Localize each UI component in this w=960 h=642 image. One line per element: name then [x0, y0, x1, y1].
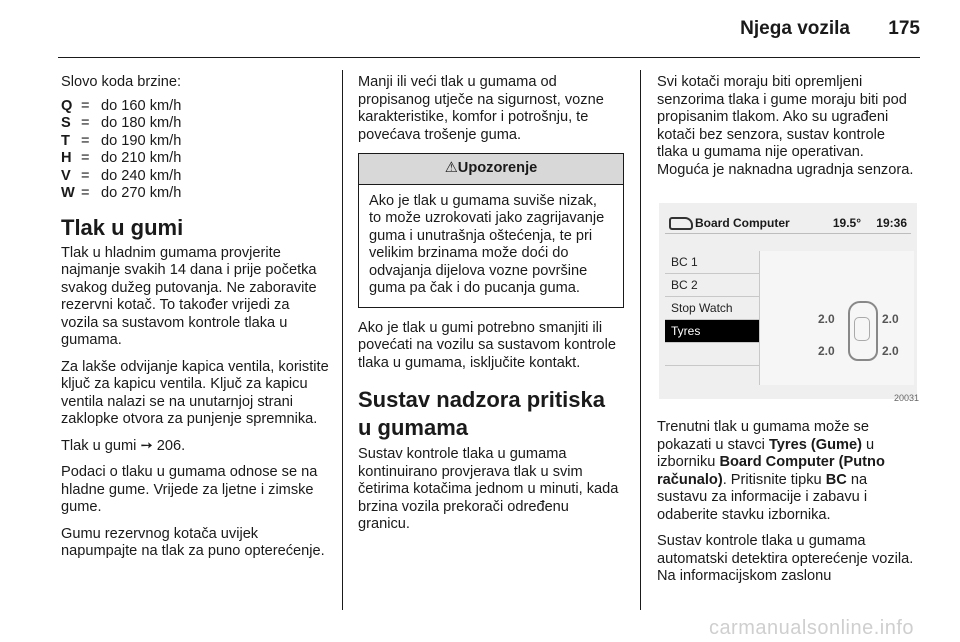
text-run: . Pritisnite tipku	[722, 471, 826, 488]
pressure-rear-left: 2.0	[818, 344, 835, 358]
speed-value: do 210 km/h	[101, 150, 182, 166]
screen-time: 19:36	[876, 216, 907, 230]
tyre-pressure-pane	[759, 251, 914, 385]
speed-row	[61, 133, 329, 151]
paragraph: Za lakše odvijanje kapica ventila, koristite ključ za kapicu ventila. Ključ za kapicu ventila nalazi se na unutarnjoj strani zaklopke otvora za punjenje spremnika.	[61, 358, 329, 427]
speed-intro: Slovo koda brzine:	[61, 74, 182, 90]
paragraph: Sustav kontrole tlaka u gumama automatski detektira opterećenje vozila. Na informacijskom zaslonu	[657, 533, 914, 584]
section-heading: Sustav nadzora pritiska u gumama	[358, 387, 605, 440]
warning-title: ⚠Upozorenje	[359, 154, 623, 185]
paragraph: Tlak u hladnim gumama provjerite najmanje svakih 14 dana i prije početka svakog dužeg putovanja. Ne zaboravite rezervni kotač. To također vrijedi za vozila sa sustavom kontrole tlaka u gumama.	[61, 244, 317, 348]
speed-equals: =	[81, 97, 90, 114]
paragraph: Ako je tlak u gumi potrebno smanjiti ili povećati na vozilu sa sustavom kontrole tlaka u gumama, isključite kontakt.	[358, 319, 616, 371]
speed-code-list	[61, 98, 329, 203]
display-screen	[659, 203, 917, 399]
pressure-front-right: 2.0	[882, 312, 899, 326]
board-computer-figure	[657, 189, 919, 407]
menu-item-bc1: BC 1	[665, 251, 759, 274]
paragraph: Svi kotači moraju biti opremljeni senzorima tlaka i gume moraju biti pod propisanim tlakom. Ako su ugrađeni kotači bez senzora, sustav kontrole tlaka u gumama nije operativan. Moguća je naknadna ugradnja senzora.	[657, 74, 914, 178]
speed-value: do 180 km/h	[101, 115, 182, 131]
screen-temperature: 19.5°	[832, 216, 861, 230]
speed-equals: =	[81, 132, 90, 149]
car-roof	[854, 317, 870, 341]
speed-code: W	[61, 185, 75, 201]
column-middle	[358, 74, 624, 543]
text-run: na sustavu za informacije i zabavu i odaberite stavku izbornika.	[657, 471, 868, 523]
speed-code: S	[61, 115, 71, 131]
paragraph: Manji ili veći tlak u gumama od propisanog utječe na sigurnost, vozne karakteristike, komfor i potrošnju, te povećava trošenje guma.	[358, 74, 604, 143]
header-rule	[58, 57, 920, 58]
ui-term: Tyres (Gume)	[768, 436, 862, 453]
ui-term: Board Computer (Putno računalo)	[657, 454, 885, 488]
menu-item-empty	[665, 343, 759, 366]
speed-row	[61, 115, 329, 133]
warning-box	[358, 153, 624, 308]
speed-value: do 240 km/h	[101, 167, 182, 184]
pressure-front-left: 2.0	[818, 312, 835, 326]
cross-reference: Tlak u gumi ➙ 206.	[61, 437, 186, 454]
paragraph	[657, 419, 919, 524]
car-top-view-icon	[848, 301, 878, 361]
text-run: u izborniku	[657, 436, 875, 470]
speed-equals: =	[81, 150, 90, 166]
speed-row	[61, 168, 329, 186]
speed-value: do 190 km/h	[101, 132, 182, 149]
menu-item-stop-watch: Stop Watch	[665, 297, 759, 320]
car-icon	[669, 217, 693, 230]
column-right	[657, 74, 919, 595]
speed-row	[61, 150, 329, 168]
page-number: 175	[888, 18, 920, 39]
speed-row	[61, 185, 329, 203]
pressure-rear-right: 2.0	[882, 344, 899, 358]
column-left	[61, 74, 329, 570]
paragraph: Sustav kontrole tlaka u gumama kontinuirano provjerava tlak u svim četirima kotačima jednom u minuti, kada brzina vozila prekorači određenu granicu.	[358, 446, 619, 532]
paragraph: Gumu rezervnog kotača uvijek napumpajte na tlak za puno opterećenje.	[61, 525, 325, 559]
speed-code: Q	[61, 97, 73, 114]
speed-code: T	[61, 132, 70, 149]
figure-code: 20031	[893, 392, 919, 403]
screen-title: Board Computer	[695, 216, 790, 230]
ui-term: BC	[825, 471, 847, 488]
column-divider	[640, 70, 641, 610]
speed-equals: =	[81, 167, 90, 184]
text-run: Trenutni tlak u gumama može se pokazati u stavci	[657, 419, 869, 453]
speed-value: do 160 km/h	[101, 97, 182, 114]
watermark: carmanualsonline.info	[708, 617, 914, 639]
page-section-title: Njega vozila	[740, 18, 850, 39]
warning-text: Ako je tlak u gumama suviše nizak, to može uzrokovati jako zagrijavanje guma i unutrašnja oštećenja, te pri velikim brzinama može doći do odvajanja dijelova vozne površine guma pa čak i do pucanja guma.	[369, 192, 605, 296]
screen-menu	[665, 251, 759, 366]
paragraph: Podaci o tlaku u gumama odnose se na hladne gume. Vrijede za ljetne i zimske gume.	[61, 464, 318, 515]
speed-row	[61, 98, 329, 116]
menu-item-bc2: BC 2	[665, 274, 759, 297]
section-heading: Tlak u gumi	[61, 214, 184, 240]
page-header	[0, 0, 960, 58]
speed-code: H	[61, 150, 72, 166]
speed-value: do 270 km/h	[101, 185, 182, 201]
speed-equals: =	[81, 185, 90, 201]
column-divider	[342, 70, 343, 610]
screen-header	[665, 209, 911, 234]
speed-equals: =	[81, 115, 90, 131]
menu-item-tyres: Tyres	[665, 320, 759, 343]
speed-code: V	[61, 167, 71, 184]
